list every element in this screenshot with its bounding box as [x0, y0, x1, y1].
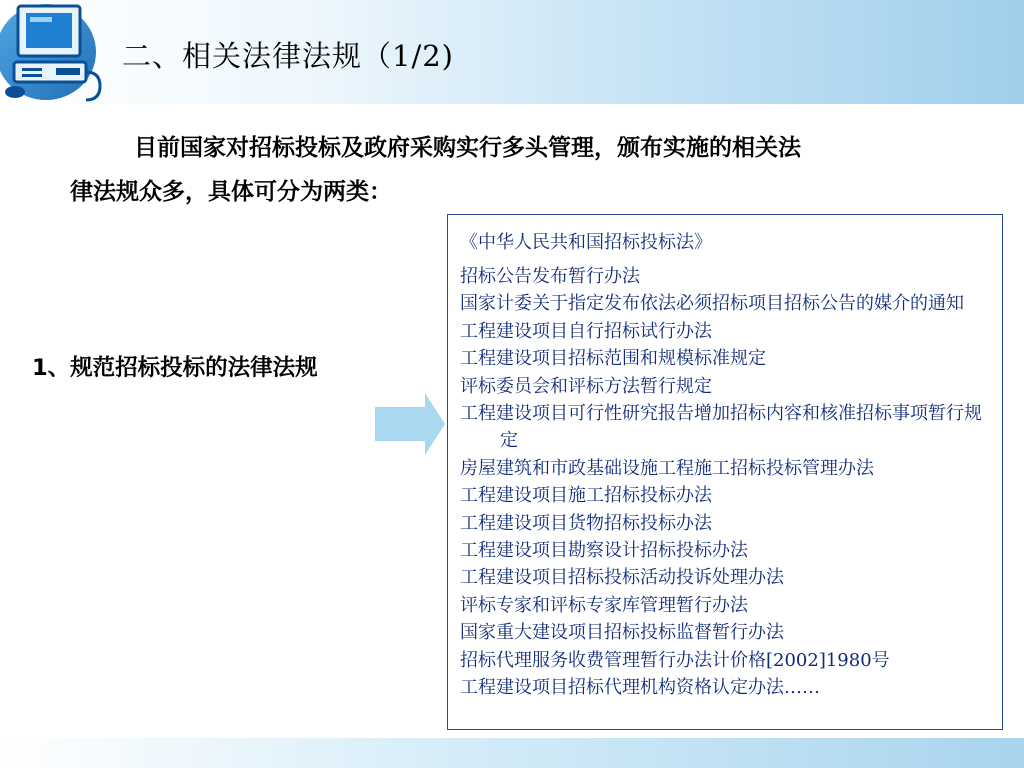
law-list-heading: 《中华人民共和国招标投标法》: [460, 232, 712, 253]
intro-line-1: 目前国家对招标投标及政府采购实行多头管理，颁布实施的相关法: [134, 135, 801, 161]
law-list-item: 招标公告发布暂行办法: [460, 266, 640, 287]
law-list: [460, 229, 992, 702]
footer-band: [0, 738, 1024, 768]
law-list-box: [447, 214, 1003, 730]
intro-line-2: 律法规众多，具体可分为两类：: [70, 179, 392, 205]
law-list-item: 工程建设项目自行招标试行办法: [460, 320, 712, 342]
law-list-item: 工程建设项目招标范围和规模标准规定: [460, 348, 766, 370]
law-list-item: 工程建设项目勘察设计招标投标办法: [460, 540, 748, 562]
law-list-item: 国家计委关于指定发布依法必须招标项目招标公告的媒介的通知: [460, 293, 964, 315]
law-list-item: 工程建设项目施工招标投标办法: [460, 485, 712, 507]
computer-icon: [0, 0, 110, 104]
law-list-item: 国家重大建设项目招标投标监督暂行办法: [460, 622, 784, 644]
intro-paragraph: [70, 126, 990, 214]
law-list-item: 工程建设项目可行性研究报告增加招标内容和核准招标事项暂行规定: [460, 403, 982, 452]
category-label: 1、规范招标投标的法律法规: [32, 355, 318, 381]
law-list-item: 工程建设项目招标投标活动投诉处理办法: [460, 567, 784, 589]
law-list-item: 评标委员会和评标方法暂行规定: [460, 375, 712, 397]
law-list-item: 工程建设项目招标代理机构资格认定办法……: [460, 677, 820, 699]
right-arrow-icon: [375, 393, 445, 455]
slide-title: 二、相关法律法规（1/2): [122, 39, 454, 73]
law-list-item: 评标专家和评标专家库管理暂行办法: [460, 594, 748, 616]
law-list-item: 房屋建筑和市政基础设施工程施工招标投标管理办法: [460, 457, 874, 479]
law-list-item: 工程建设项目货物招标投标办法: [460, 512, 712, 534]
law-list-item: 招标代理服务收费管理暂行办法计价格[2002]1980号: [460, 649, 890, 671]
